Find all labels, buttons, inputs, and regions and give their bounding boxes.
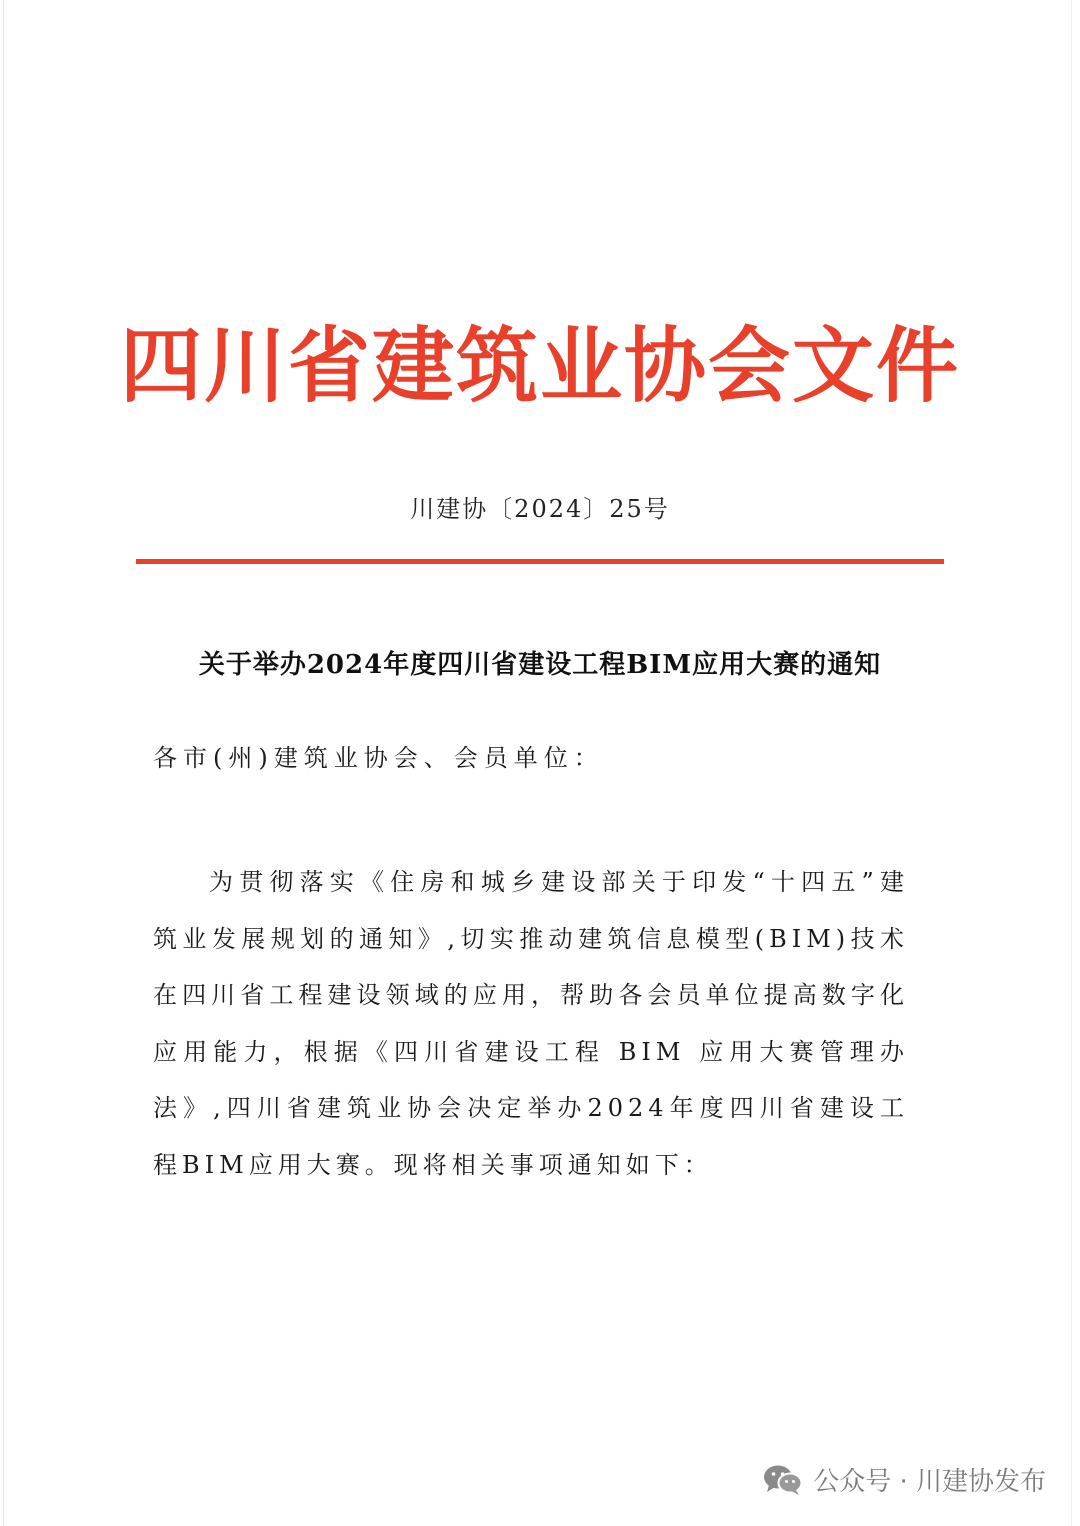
addressee-line: 各市(州)建筑业协会、会员单位：: [153, 744, 604, 772]
page-right-edge: [1071, 0, 1072, 1526]
body-paragraph: 为贯彻落实《住房和城乡建设部关于印发“十四五”建筑业发展规划的通知》,切实推动建筑信息模型(BIM)技术在四川省工程建设领域的应用，帮助各会员单位提高数字化应用能力，根据《四川省建设工程 BIM 应用大赛管理办法》,四川省建筑业协会决定举办2024年度四川省建设工程BIM应用大赛。现将相关事项通知如下：: [153, 868, 909, 1179]
wechat-watermark: [763, 1461, 1046, 1498]
document-number: 川建协〔2024〕25号: [410, 495, 670, 523]
letterhead-title: 四川省建筑业协会文件: [119, 318, 960, 414]
document-title: 关于举办2024年度四川省建设工程BIM应用大赛的通知: [198, 650, 882, 680]
watermark-text: 公众号 · 川建协发布: [813, 1467, 1046, 1497]
page-left-edge: [3, 0, 4, 1526]
red-divider-line: [136, 559, 944, 564]
wechat-icon: [763, 1463, 803, 1497]
